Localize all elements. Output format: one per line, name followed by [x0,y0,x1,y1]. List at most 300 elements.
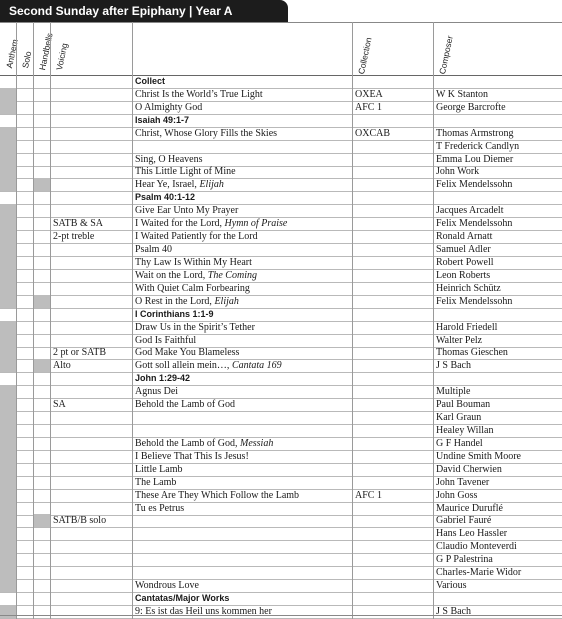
composer-cell: Maurice Duruflé [436,502,503,514]
column-rule [433,476,434,490]
column-rule [50,88,51,102]
title-cell [135,321,255,334]
column-rule [33,489,34,503]
composer-cell: Hans Leo Hassler [436,528,508,540]
column-rule [50,178,51,192]
table-row [0,437,562,451]
solo-indicator [17,359,33,372]
column-rule [132,514,133,528]
column-rule [33,476,34,490]
column-rule [33,398,34,412]
column-rule [33,592,34,606]
column-rule [33,204,34,218]
solo-indicator [17,424,33,437]
column-header [0,22,562,76]
column-rule [433,398,434,412]
anthem-indicator [0,191,16,204]
table-row [0,527,562,541]
title-text: Christ, Whose Glory Fills the Skies [135,127,278,139]
solo-indicator [17,256,33,269]
title-text: With Quiet Calm Forbearing [135,282,250,294]
column-rule [16,269,17,283]
column-rule [16,178,17,192]
solo-indicator [17,514,33,527]
column-rule [50,450,51,464]
handbells-indicator [34,321,50,334]
column-rule [50,243,51,257]
column-rule [50,605,51,619]
column-rule [352,101,353,115]
column-rule [16,140,17,154]
column-rule [352,463,353,477]
composer-cell: Harold Friedell [436,321,498,333]
column-rule [33,372,34,386]
column-rule [50,269,51,283]
column-rule [433,540,434,554]
column-rule [50,140,51,154]
table-row [0,321,562,335]
column-rule [16,502,17,516]
column-rule [132,321,133,335]
column-rule [16,114,17,128]
anthem-indicator [0,540,16,553]
column-rule [16,101,17,115]
column-rule [132,476,133,490]
anthem-indicator [0,398,16,411]
column-rule [352,191,353,205]
column-rule [433,191,434,205]
column-rule [352,165,353,179]
column-rule [33,359,34,373]
anthem-indicator [0,75,16,88]
column-rule [132,153,133,167]
column-rule [433,411,434,425]
table-row [0,463,562,477]
column-rule [433,450,434,464]
column-rule [33,411,34,425]
column-rule [16,372,17,386]
handbells-indicator [34,398,50,411]
column-rule [33,191,34,205]
title-text: Little Lamb [135,463,183,475]
column-rule [433,334,434,348]
voicing-cell: SATB & SA [53,218,104,230]
title-cell [135,476,176,489]
header-composer: Composer [437,34,455,76]
composer-cell: Multiple [436,386,471,398]
column-rule [16,398,17,412]
section-heading: Psalm 40:1-12 [135,192,196,203]
column-rule [352,153,353,167]
column-rule [50,502,51,516]
column-rule [33,437,34,451]
column-rule [16,282,17,296]
title-cell [135,334,196,347]
table-row [0,269,562,283]
composer-cell: Thomas Gieschen [436,347,508,359]
column-rule [132,359,133,373]
title-text: Hear Ye, Israel, [135,179,200,191]
column-rule [132,230,133,244]
title-text: Wait on the Lord, [135,269,208,281]
composer-cell: Felix Mendelssohn [436,179,513,191]
column-rule [33,553,34,567]
handbells-indicator [34,295,50,308]
solo-indicator [17,553,33,566]
handbells-indicator [34,579,50,592]
column-rule [33,385,34,399]
section-row [0,308,562,322]
column-rule [50,566,51,580]
composer-cell: W K Stanton [436,88,489,100]
table-row [0,256,562,270]
solo-indicator [17,140,33,153]
column-rule [132,553,133,567]
anthem-indicator [0,385,16,398]
column-rule [50,385,51,399]
table-row [0,411,562,425]
solo-indicator [17,204,33,217]
section-heading: Collect [135,76,166,86]
anthem-indicator [0,424,16,437]
column-rule [33,153,34,167]
column-rule [33,579,34,593]
voicing-cell: 2 pt or SATB [53,347,107,359]
anthem-indicator [0,178,16,191]
anthem-indicator [0,489,16,502]
table-row [0,450,562,464]
handbells-indicator [34,566,50,579]
column-rule [352,282,353,296]
title-text: God Is Faithful [135,334,197,346]
title-cell [135,217,287,230]
section-heading: Cantatas/Major Works [135,593,230,603]
column-rule [33,243,34,257]
column-rule [16,88,17,102]
composer-cell: John Tavener [436,476,490,488]
column-rule [16,566,17,580]
column-rule [33,230,34,244]
column-rule [132,605,133,619]
column-rule [132,140,133,154]
column-rule [132,165,133,179]
column-rule [132,579,133,593]
column-rule [16,605,17,619]
column-rule [16,256,17,270]
column-rule [50,256,51,270]
column-rule [50,321,51,335]
composer-cell: Felix Mendelssohn [436,218,513,230]
header-collection: Collection [356,36,374,76]
anthem-indicator [0,502,16,515]
column-rule [352,88,353,102]
composer-cell: Claudio Monteverdi [436,541,517,553]
composer-cell: Gabriel Fauré [436,515,492,527]
handbells-indicator [34,359,50,372]
column-rule [352,502,353,516]
column-rule [433,463,434,477]
column-rule [33,269,34,283]
handbells-indicator [34,553,50,566]
collection-cell: AFC 1 [355,489,382,501]
column-rule [50,540,51,554]
title-text: God Make You Blameless [135,347,240,359]
title-text: This Little Light of Mine [135,166,236,178]
column-rule [50,101,51,115]
handbells-indicator [34,178,50,191]
column-rule [352,127,353,141]
column-rule [33,605,34,619]
column-rule [132,256,133,270]
column-rule [50,282,51,296]
column-rule [50,230,51,244]
column-rule [16,165,17,179]
collection-cell: OXEA [355,88,383,100]
table-row [0,346,562,360]
column-rule [433,127,434,141]
anthem-indicator [0,579,16,592]
header-solo: Solo [20,50,34,70]
title-cell [135,579,199,592]
title-text: These Are They Which Follow the Lamb [135,489,300,501]
title-cell [135,243,172,256]
solo-indicator [17,334,33,347]
column-rule [16,153,17,167]
title-cell [135,165,236,178]
column-rule [433,88,434,102]
column-rule [132,437,133,451]
column-rule [352,321,353,335]
title-cell [135,502,184,515]
handbells-indicator [34,243,50,256]
column-rule [352,540,353,554]
solo-indicator [17,127,33,140]
column-rule [433,321,434,335]
column-rule [433,230,434,244]
composer-cell: Charles-Marie Widor [436,567,522,579]
column-rule [132,424,133,438]
column-rule [16,553,17,567]
column-rule [16,540,17,554]
table-row [0,514,562,528]
table-row [0,230,562,244]
title-text: Wondrous Love [135,580,199,592]
title-text: I Believe That This Is Jesus! [135,450,249,462]
column-rule [132,243,133,257]
composer-cell: Various [436,580,467,592]
table-row [0,489,562,503]
column-rule [352,527,353,541]
column-rule [352,411,353,425]
title-text: Psalm 40 [135,244,172,256]
column-rule [433,566,434,580]
anthem-indicator [0,514,16,527]
table-row [0,385,562,399]
table-row [0,334,562,348]
column-rule [352,230,353,244]
title-bar [0,0,288,22]
title-cell [135,256,252,269]
table-row [0,178,562,192]
column-rule [16,75,17,89]
column-rule [132,75,133,89]
column-rule [352,269,353,283]
anthem-indicator [0,321,16,334]
table-row [0,140,562,154]
composer-cell: Jacques Arcadelt [436,205,504,217]
handbells-indicator [34,527,50,540]
handbells-indicator [34,217,50,230]
title-cell [135,230,258,243]
column-rule [16,127,17,141]
section-row [0,75,562,89]
solo-indicator [17,489,33,502]
handbells-indicator [34,140,50,153]
section-heading: Isaiah 49:1-7 [135,114,190,125]
column-rule [16,527,17,541]
column-rule [33,514,34,528]
column-rule [33,346,34,360]
table-row [0,165,562,179]
table-row [0,502,562,516]
table-row [0,101,562,115]
anthem-indicator [0,334,16,347]
section-row [0,372,562,386]
solo-indicator [17,269,33,282]
title-cell [135,359,282,372]
column-rule [50,527,51,541]
solo-indicator [17,476,33,489]
column-rule [352,566,353,580]
table-row [0,605,562,619]
column-rule [132,450,133,464]
table-row [0,88,562,102]
column-rule [352,579,353,593]
column-rule [132,489,133,503]
column-rule [433,153,434,167]
column-rule [132,269,133,283]
title-text: I Waited Patiently for the Lord [135,231,258,243]
column-rule [50,114,51,128]
column-rule [352,256,353,270]
table-row [0,540,562,554]
section-row [0,114,562,128]
column-rule [433,243,434,257]
column-rule [50,437,51,451]
table-row [0,553,562,567]
column-rule [352,476,353,490]
column-rule [352,359,353,373]
composer-cell: Ronald Arnatt [436,231,493,243]
header-anthem: Anthem [4,38,20,70]
work-title: Hymn of Praise [224,218,288,230]
solo-indicator [17,217,33,230]
title-text: 9: Es ist das Heil uns kommen her [135,605,272,617]
handbells-indicator [34,165,50,178]
solo-indicator [17,295,33,308]
composer-cell: John Work [436,166,480,178]
handbells-indicator [34,372,50,385]
table-row [0,204,562,218]
column-rule [433,424,434,438]
handbells-indicator [34,592,50,605]
column-rule [50,398,51,412]
solo-indicator [17,88,33,101]
voicing-cell: SA [53,399,66,411]
work-title: Elijah [214,295,239,307]
composer-cell: Karl Graun [436,412,482,424]
column-rule [16,411,17,425]
work-title: The Coming [207,269,257,281]
anthem-indicator [0,230,16,243]
column-rule [50,165,51,179]
anthem-indicator [0,256,16,269]
voicing-cell: Alto [53,360,71,372]
column-rule [33,334,34,348]
column-rule [433,295,434,309]
section-row [0,191,562,205]
column-rule [50,217,51,231]
handbells-indicator [34,476,50,489]
table-row [0,359,562,373]
handbells-indicator [34,463,50,476]
column-rule [16,450,17,464]
composer-cell: Felix Mendelssohn [436,295,513,307]
column-rule [33,566,34,580]
collection-cell: AFC 1 [355,101,382,113]
column-rule [433,527,434,541]
composer-cell: G P Palestrina [436,554,493,566]
table-row [0,217,562,231]
column-rule [33,308,34,322]
handbells-indicator [34,256,50,269]
section-heading: I Corinthians 1:1-9 [135,308,214,319]
column-rule [16,191,17,205]
column-rule [50,489,51,503]
table-row [0,127,562,141]
column-rule [132,502,133,516]
title-text: I Waited for the Lord, [135,218,225,230]
solo-indicator [17,579,33,592]
column-rule [50,411,51,425]
composer-cell: Paul Bouman [436,399,491,411]
column-rule [33,450,34,464]
handbells-indicator [34,540,50,553]
page-title: Second Sunday after Epiphany | Year A [9,4,233,18]
solo-indicator [17,385,33,398]
column-rule [352,308,353,322]
table-row [0,566,562,580]
column-rule [33,463,34,477]
handbells-indicator [34,334,50,347]
column-rule [16,295,17,309]
work-title: Messiah [239,437,274,449]
collection-cell: OXCAB [355,127,391,139]
column-rule [352,385,353,399]
column-rule [16,346,17,360]
column-rule [50,424,51,438]
title-cell [135,489,299,502]
table-row [0,476,562,490]
column-rule [16,217,17,231]
title-cell [135,437,273,450]
column-rule [16,308,17,322]
column-rule [33,88,34,102]
column-rule [433,256,434,270]
handbells-indicator [34,282,50,295]
handbells-indicator [34,514,50,527]
solo-indicator [17,243,33,256]
